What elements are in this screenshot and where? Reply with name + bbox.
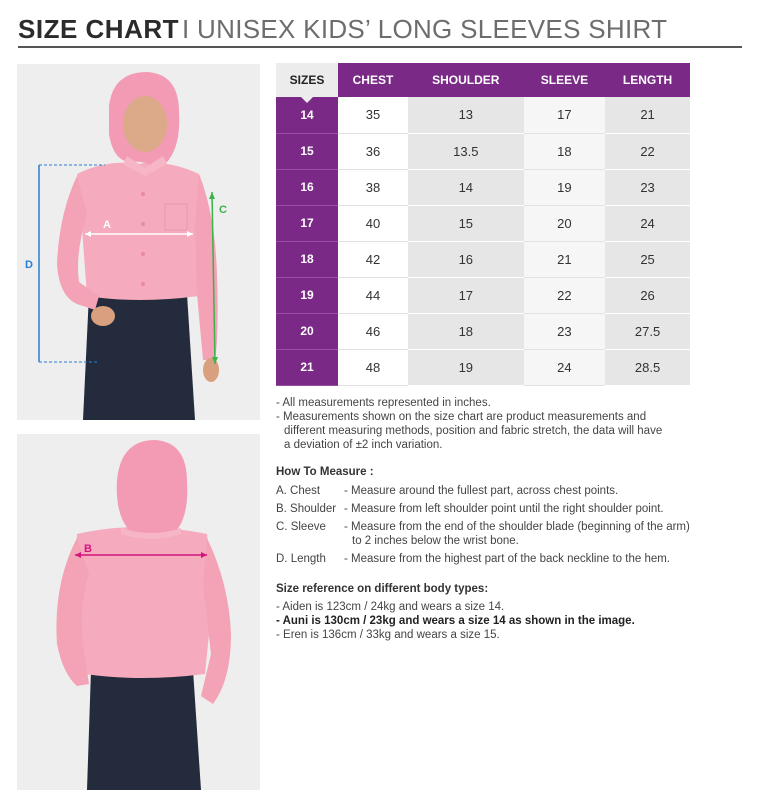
body-type-line: - Aiden is 123cm / 24kg and wears a size 14. — [276, 601, 505, 613]
table-row — [276, 349, 690, 385]
how-to-measure-heading: How To Measure : — [276, 466, 374, 478]
chest-cell: 40 — [338, 205, 408, 241]
table-row — [276, 133, 690, 169]
shoulder-cell: 16 — [408, 241, 524, 277]
length-cell: 25 — [605, 241, 690, 277]
body-type-line: - Eren is 136cm / 33kg and wears a size 15. — [276, 629, 500, 641]
header-shoulder: SHOULDER — [408, 63, 524, 97]
sleeve-cell: 22 — [524, 277, 605, 313]
measure-desc: - Measure from left shoulder point until the right shoulder point. — [344, 503, 664, 515]
sleeve-cell: 23 — [524, 313, 605, 349]
table-row — [276, 205, 690, 241]
size-table — [276, 63, 690, 386]
table-header-row — [276, 63, 690, 97]
label-d: D — [25, 259, 33, 271]
size-cell: 20 — [276, 313, 338, 349]
hijab — [117, 440, 188, 534]
body-type-reference — [276, 582, 756, 642]
size-cell: 21 — [276, 349, 338, 385]
measure-label: B. Shoulder — [276, 503, 337, 515]
chest-cell: 46 — [338, 313, 408, 349]
shoulder-cell: 18 — [408, 313, 524, 349]
sleeve-cell: 21 — [524, 241, 605, 277]
table-row — [276, 97, 690, 133]
chest-cell: 36 — [338, 133, 408, 169]
size-cell: 19 — [276, 277, 338, 313]
hand-right — [203, 358, 219, 382]
body-type-heading: Size reference on different body types: — [276, 583, 489, 595]
length-cell: 21 — [605, 97, 690, 133]
shoulder-cell: 17 — [408, 277, 524, 313]
measurement-notes — [276, 396, 746, 452]
size-cell: 15 — [276, 133, 338, 169]
face — [123, 96, 167, 152]
note-line: different measuring methods, position and fabric stretch, the data will have — [284, 425, 663, 437]
measure-desc — [344, 520, 756, 548]
length-cell: 24 — [605, 205, 690, 241]
measure-desc-line: - Measure from the end of the shoulder blade (beginning of the arm) — [344, 521, 690, 533]
label-c: C — [219, 204, 227, 216]
table-row — [276, 241, 690, 277]
page-header — [18, 12, 742, 48]
table-row — [276, 169, 690, 205]
chest-cell: 35 — [338, 97, 408, 133]
sleeve-cell: 17 — [524, 97, 605, 133]
how-to-measure — [276, 466, 756, 570]
label-a: A — [103, 219, 111, 231]
sleeve-cell: 18 — [524, 133, 605, 169]
chest-cell: 44 — [338, 277, 408, 313]
size-cell: 14 — [276, 97, 338, 133]
chest-cell: 42 — [338, 241, 408, 277]
page-title: SIZE CHART — [18, 14, 179, 44]
shoulder-cell: 19 — [408, 349, 524, 385]
back-view-photo — [17, 434, 260, 790]
measure-item-shoulder — [276, 502, 756, 516]
size-cell: 18 — [276, 241, 338, 277]
length-cell: 27.5 — [605, 313, 690, 349]
note-line: a deviation of ±2 inch variation. — [284, 439, 443, 451]
size-cell: 16 — [276, 169, 338, 205]
shirt — [77, 163, 205, 300]
length-cell: 23 — [605, 169, 690, 205]
shirt — [75, 527, 213, 678]
body-type-line-highlight: - Auni is 130cm / 23kg and wears a size 14 as shown in the image. — [276, 615, 635, 627]
measure-label: C. Sleeve — [276, 521, 326, 533]
sleeve-cell: 20 — [524, 205, 605, 241]
back-view-illustration — [17, 434, 260, 790]
chest-cell: 48 — [338, 349, 408, 385]
hand-left — [91, 306, 115, 326]
chest-cell: 38 — [338, 169, 408, 205]
measure-desc-line: to 2 inches below the wrist bone. — [352, 535, 519, 547]
front-view-photo — [17, 64, 260, 420]
page-subtitle: I UNISEX KIDS’ LONG SLEEVES SHIRT — [182, 14, 668, 44]
shoulder-cell: 13.5 — [408, 133, 524, 169]
measure-item-chest — [276, 484, 756, 498]
sleeve-cell: 19 — [524, 169, 605, 205]
shoulder-cell: 14 — [408, 169, 524, 205]
header-length: LENGTH — [605, 63, 690, 97]
label-b: B — [84, 543, 92, 555]
front-view-illustration — [17, 64, 260, 420]
header-sizes: SIZES — [276, 63, 338, 97]
sleeve-cell: 24 — [524, 349, 605, 385]
table-row — [276, 313, 690, 349]
note-line: - All measurements represented in inches. — [276, 397, 491, 409]
header-chest: CHEST — [338, 63, 408, 97]
skirt — [87, 670, 201, 790]
length-cell: 26 — [605, 277, 690, 313]
measure-label: A. Chest — [276, 485, 321, 497]
measure-desc: - Measure around the fullest part, across chest points. — [344, 485, 619, 497]
measure-label: D. Length — [276, 553, 326, 565]
measure-item-sleeve — [276, 520, 756, 548]
shoulder-cell: 15 — [408, 205, 524, 241]
note-line: - Measurements shown on the size chart are product measurements and — [276, 411, 647, 423]
length-cell: 22 — [605, 133, 690, 169]
header-sleeve: SLEEVE — [524, 63, 605, 97]
measure-item-length — [276, 552, 756, 566]
table-row — [276, 277, 690, 313]
shoulder-cell: 13 — [408, 97, 524, 133]
size-cell: 17 — [276, 205, 338, 241]
length-cell: 28.5 — [605, 349, 690, 385]
measure-desc: - Measure from the highest part of the back neckline to the hem. — [344, 553, 671, 565]
